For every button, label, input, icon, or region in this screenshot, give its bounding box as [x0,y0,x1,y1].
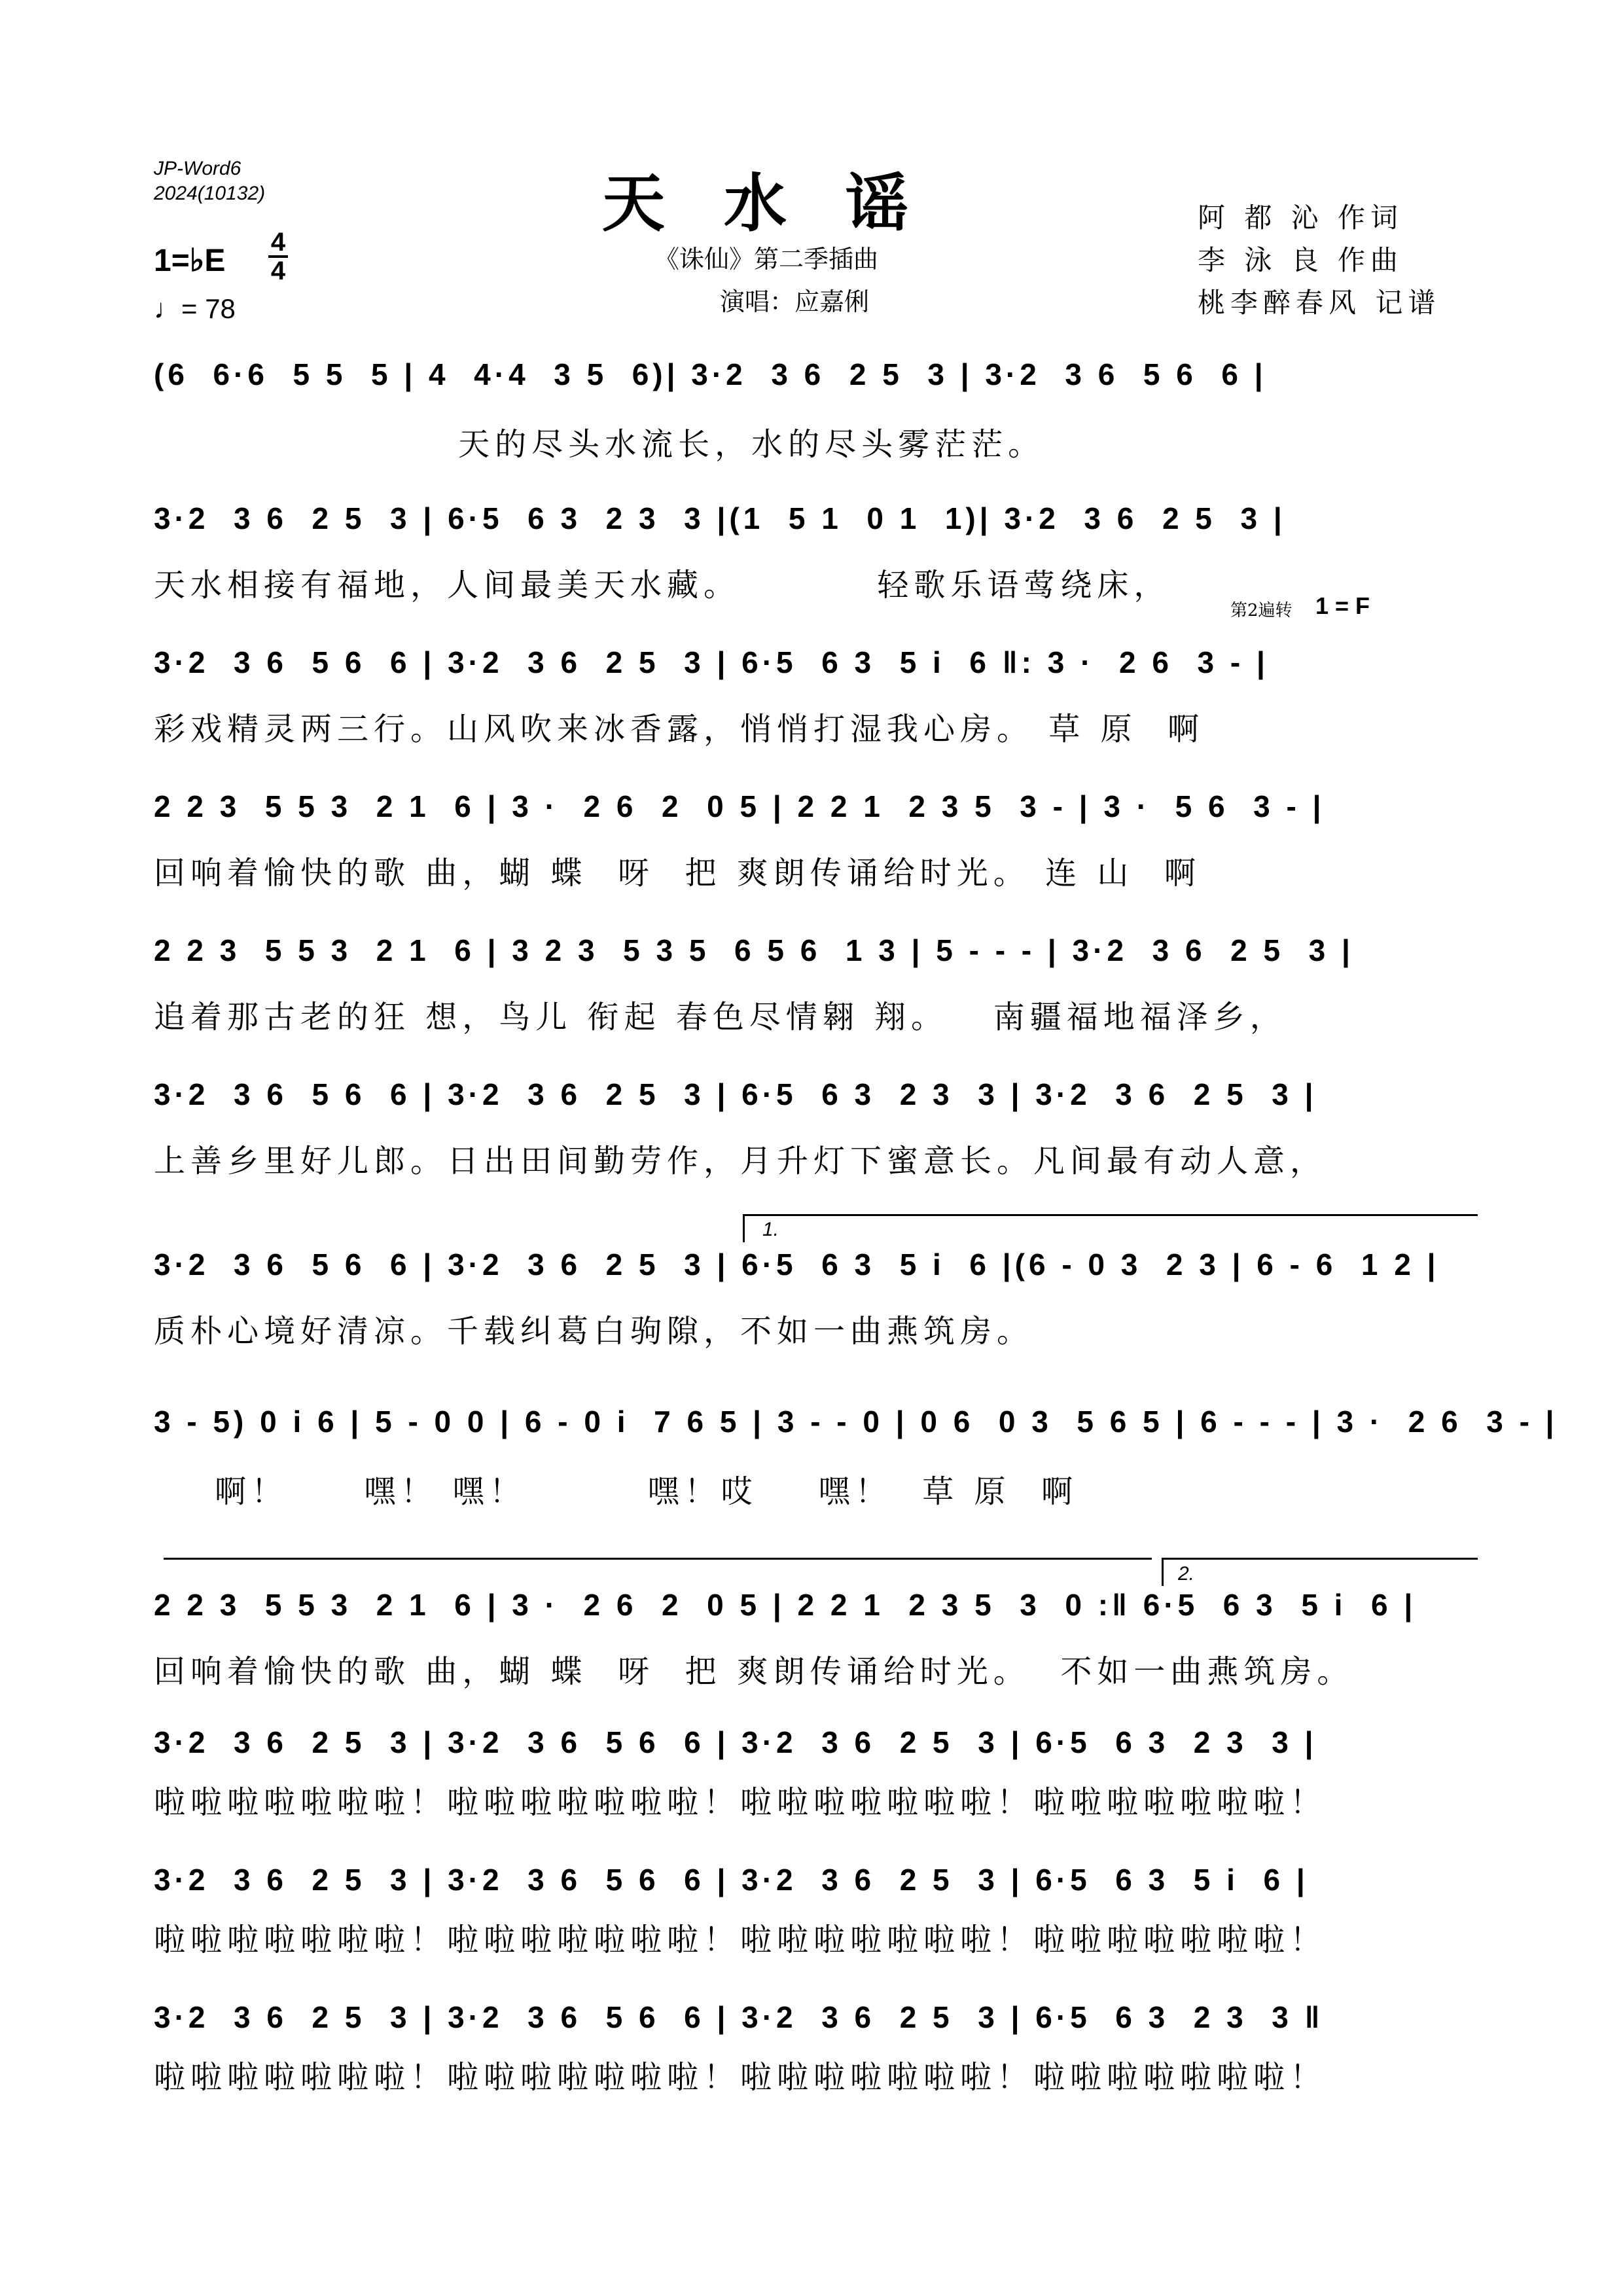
lyrics-row-1: 天的尽头水流长，水的尽头雾茫茫。 [154,426,1045,463]
lyrics-row-3: 彩戏精灵两三行。山风吹来冰香露，悄悄打湿我心房。 草 原 啊 [154,711,1205,747]
software-version: 2024(10132) [154,183,266,204]
lyrics-row-8: 啊！ 嘿！ 嘿！ 嘿！哎 嘿！ 草 原 啊 [154,1473,1078,1510]
notation-row-11: 3·2 3 6 2 5 3 | 3·2 3 6 5 6 6 | 3·2 3 6 2 5 3 | 6·5 6 3 5 i 6 | [154,1863,1309,1897]
notation-row-10: 3·2 3 6 2 5 3 | 3·2 3 6 5 6 6 | 3·2 3 6 2 5 3 | 6·5 6 3 2 3 3 | [154,1725,1317,1759]
lyrics-row-12: 啦啦啦啦啦啦啦！啦啦啦啦啦啦啦！啦啦啦啦啦啦啦！啦啦啦啦啦啦啦！ [154,2059,1327,2096]
transcriber: 桃李醉春风 记谱 [1198,287,1441,319]
lyrics-row-4: 回响着愉快的歌 曲，蝴 蝶 呀 把 爽朗传诵给时光。 连 山 啊 [154,855,1201,891]
volta-first-label: 1. [762,1219,779,1240]
notation-row-6: 3·2 3 6 5 6 6 | 3·2 3 6 2 5 3 | 6·5 6 3 2 3 3 | 3·2 3 6 2 5 3 | [154,1077,1317,1111]
lyrics-row-6: 上善乡里好儿郎。日出田间勤劳作，月升灯下蜜意长。凡间最有动人意， [154,1143,1327,1179]
notation-row-5: 2 2 3 5 5 3 2 1 6 | 3 2 3 5 3 5 6 5 6 1 3 | 5 - - - | 3·2 3 6 2 5 3 | [154,933,1354,967]
volta-second-label: 2. [1178,1563,1195,1585]
notation-row-1: (6 6·6 5 5 5 | 4 4·4 3 5 6)| 3·2 3 6 2 5 3 | 3·2 3 6 5 6 6 | [154,357,1267,391]
volta-second-bracket [1162,1558,1478,1586]
notation-row-12: 3·2 3 6 2 5 3 | 3·2 3 6 5 6 6 | 3·2 3 6 2 5 3 | 6·5 6 3 2 3 3 ‖ [154,2000,1324,2034]
notation-row-7: 3·2 3 6 5 6 6 | 3·2 3 6 2 5 3 | 6·5 6 3 5 i 6 |(6 - 0 3 2 3 | 6 - 6 1 2 | [154,1247,1440,1282]
lyrics-row-11: 啦啦啦啦啦啦啦！啦啦啦啦啦啦啦！啦啦啦啦啦啦啦！啦啦啦啦啦啦啦！ [154,1922,1327,1958]
time-top: 4 [270,228,286,257]
lyrics-row-5: 追着那古老的狂 想，鸟儿 衔起 春色尽情翱 翔。 南疆福地福泽乡， [154,999,1287,1035]
notation-row-3: 3·2 3 6 5 6 6 | 3·2 3 6 2 5 3 | 6·5 6 3 5 i 6 ‖: 3 · 2 6 3 - | [154,645,1269,679]
lyrics-row-9: 回响着愉快的歌 曲，蝴 蝶 呀 把 爽朗传诵给时光。 不如一曲燕筑房。 [154,1653,1354,1690]
software-name: JP-Word6 [154,158,241,179]
lyrics-row-7: 质朴心境好清凉。千载纠葛白驹隙，不如一曲燕筑房。 [154,1313,1034,1350]
time-signature [268,229,288,284]
modulation-key: 1 = F [1315,592,1370,619]
modulation-note: 第2遍转 [1230,601,1293,620]
composer: 李 泳 良 作曲 [1198,244,1404,276]
singer: 演唱：应嘉俐 [720,287,870,316]
page-title: 天水谣 [602,166,967,240]
notation-row-2: 3·2 3 6 2 5 3 | 6·5 6 3 2 3 3 |(1 5 1 0 1 1)| 3·2 3 6 2 5 3 | [154,501,1286,535]
lyricist: 阿 都 沁 作词 [1198,202,1404,234]
notation-row-4: 2 2 3 5 5 3 2 1 6 | 3 · 2 6 2 0 5 | 2 2 1 2 3 5 3 - | 3 · 5 6 3 - | [154,789,1325,823]
lyrics-row-2: 天水相接有福地，人间最美天水藏。 轻歌乐语莺绕床， [154,567,1171,603]
notation-row-9: 2 2 3 5 5 3 2 1 6 | 3 · 2 6 2 0 5 | 2 2 1 2 3 5 3 0 :‖ 6·5 6 3 5 i 6 | [154,1588,1417,1622]
time-bottom: 4 [270,257,286,285]
key-signature: 1=♭E [154,243,226,278]
repeat-line [164,1558,1152,1560]
notation-row-8: 3 - 5) 0 i 6 | 5 - 0 0 | 6 - 0 i 7 6 5 | 3 - - 0 | 0 6 0 3 5 6 5 | 6 - - - | 3 · 2 6 3 - | [154,1405,1558,1439]
volta-first-bracket [743,1214,1478,1242]
tempo-marking: ♩= 78 [154,293,236,324]
subtitle: 《诛仙》第二季插曲 [654,245,879,274]
lyrics-row-10: 啦啦啦啦啦啦啦！啦啦啦啦啦啦啦！啦啦啦啦啦啦啦！啦啦啦啦啦啦啦！ [154,1784,1327,1821]
